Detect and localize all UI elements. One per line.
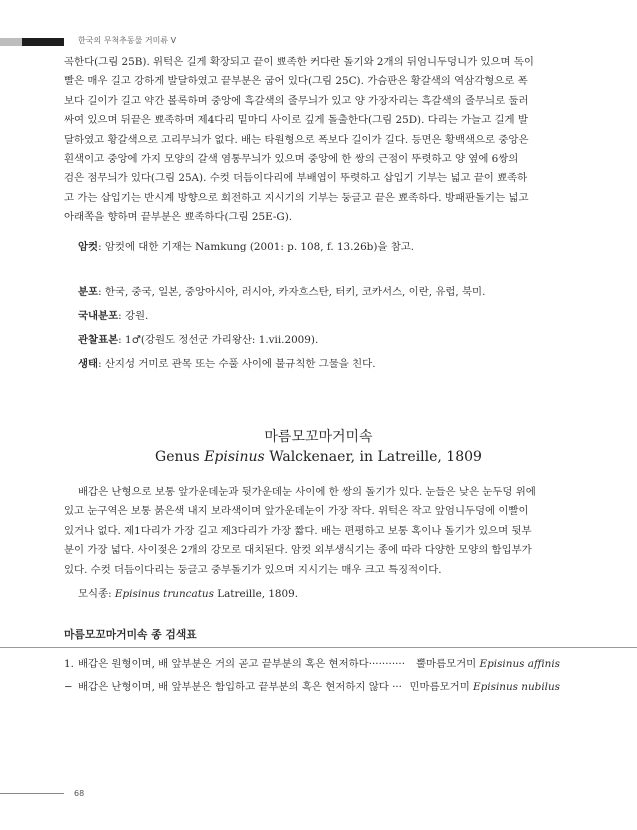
couplet-number: 1. — [64, 658, 74, 670]
text-line: 흰색이고 중앙에 가지 모양의 갈색 염통무늬가 있으며 중앙에 한 쌍의 근점이 뚜렷하고 양 옆에 6쌍의 — [64, 152, 519, 165]
couplet-taxon — [416, 655, 560, 670]
korean-distribution-text: : 강원. — [118, 310, 149, 322]
couplet-number: − — [64, 681, 73, 693]
distribution-entry — [78, 283, 485, 298]
ecology-label: 생태 — [78, 358, 99, 370]
specimen-text: : 1♂(강원도 정선군 가리왕산: 1.vii.2009). — [118, 334, 319, 346]
couplet-taxon — [410, 678, 560, 693]
key-couplet — [64, 678, 560, 693]
page-number: 68 — [74, 789, 85, 798]
running-header: 한국의 무척추동물 거미류 V — [78, 36, 177, 45]
genus-word: Genus — [155, 449, 200, 465]
text-line: 고 가는 삽입기는 반시계 방향으로 회전하고 지시기의 기부는 둥글고 끝은 뾰족하다. 방패판돌기는 넓고 — [64, 191, 529, 204]
type-species-name: Episinus truncatus — [114, 588, 214, 600]
korean-distribution-label: 국내분포 — [78, 310, 119, 322]
genus-korean-title: 마름모꼬마거미속 — [264, 429, 373, 445]
specimen-entry — [78, 331, 318, 346]
key-divider — [0, 647, 637, 648]
text-line: 보다 길이가 길고 약간 볼록하며 중앙에 흑갈색의 줄무늬가 있고 양 가장자리는 흑갈색의 줄무늬로 둘러 — [64, 94, 529, 107]
couplet-text: 배갑은 난형이며, 배 앞부분은 함입하고 끝부분의 혹은 현저하지 않다 ··· — [78, 681, 402, 693]
specimen-label: 관찰표본 — [78, 334, 119, 346]
text-line: 있거나 없다. 제1다리가 가장 길고 제3다리가 가장 짧다. 배는 편평하고 보통 혹이나 돌기가 있으며 뒷부 — [64, 524, 532, 537]
header-bar-dark — [22, 38, 64, 46]
genus-author: Walckenaer, in Latreille, 1809 — [269, 449, 482, 465]
footer-rule — [0, 793, 64, 794]
taxon-korean: 민마름모거미 — [409, 681, 474, 693]
type-species-entry — [78, 585, 298, 600]
female-text: : 암컷에 대한 기재는 Namkung (2001: p. 108, f. 13.26b)을 참고. — [98, 241, 415, 253]
female-note — [78, 238, 414, 253]
taxon-korean: 뿔마름모거미 — [416, 658, 480, 670]
text-line: 배갑은 난형으로 보통 앞가운데눈과 뒷가운데눈 사이에 한 쌍의 돌기가 있다. 눈들은 낮은 눈두덩 위에 — [78, 486, 536, 498]
key-couplet — [64, 655, 560, 670]
text-line: 검은 점무늬가 있다(그림 25A). 수컷 더듬이다리에 부배엽이 뚜렷하고 삽입기 기부는 넓고 끝이 뾰족하 — [64, 172, 528, 185]
type-species-author: Latreille, 1809. — [213, 588, 299, 600]
genus-name: Episinus — [204, 449, 265, 465]
text-line: 싸여 있으며 뒤끝은 뾰족하며 제4다리 밑마디 사이로 깊게 돌출한다(그림 25D). 다리는 가늘고 길게 발 — [64, 114, 528, 127]
distribution-text: : 한국, 중국, 일본, 중앙아시아, 러시아, 카자흐스탄, 터키, 코카서스, 이란, 유럽, 북미. — [98, 286, 486, 298]
genus-scientific-title — [0, 449, 637, 465]
ecology-entry — [78, 355, 376, 370]
key-title: 마름모꼬마거미속 종 검색표 — [64, 628, 197, 641]
text-line: 분이 가장 넓다. 사이젖은 2개의 강모로 대치된다. 암컷 외부생식기는 종에 따라 다양한 모양의 함입부가 — [64, 544, 532, 557]
text-line: 있다. 수컷 더듬이다리는 둥글고 중부돌기가 있으며 지시기는 매우 크고 특징적이다. — [64, 563, 442, 576]
ecology-text: : 산지성 거미로 관목 또는 수풀 사이에 불규칙한 그물을 친다. — [98, 358, 376, 370]
taxon-scientific: Episinus nubilus — [473, 681, 560, 693]
distribution-label: 분포 — [78, 286, 99, 298]
taxon-scientific: Episinus affinis — [479, 658, 560, 670]
text-line: 달하였고 황갈색으로 고리무늬가 없다. 배는 타원형으로 폭보다 길이가 길다. 등면은 황백색으로 중앙은 — [64, 133, 529, 146]
female-label: 암컷 — [78, 241, 99, 253]
couplet-text: 배갑은 원형이며, 배 앞부분은 거의 곧고 끝부분의 혹은 현저하다··········· — [78, 658, 406, 670]
genus-description-paragraph — [64, 483, 560, 580]
description-paragraph — [64, 53, 560, 228]
type-species-label: 모식종: — [78, 588, 115, 600]
text-line: 곡한다(그림 25B). 위턱은 길게 확장되고 끝이 뾰족한 커다란 돌기와 2개의 뒤엄니두덩니가 있으며 독이 — [64, 56, 534, 68]
header-bar-light — [0, 38, 22, 46]
text-line: 있고 눈구역은 보통 붉은색 내지 보라색이며 앞가운데눈이 가장 작다. 위턱은 작고 앞엄니두덩에 이빨이 — [64, 505, 529, 518]
text-line: 빨은 매우 길고 강하게 발달하였고 끝부분은 굽어 있다(그림 25C). 가슴판은 황갈색의 역삼각형으로 폭 — [64, 75, 528, 88]
korean-distribution-entry — [78, 307, 148, 322]
text-line: 아래쪽을 향하며 끝부분은 뾰족하다(그림 25E-G). — [64, 211, 293, 224]
